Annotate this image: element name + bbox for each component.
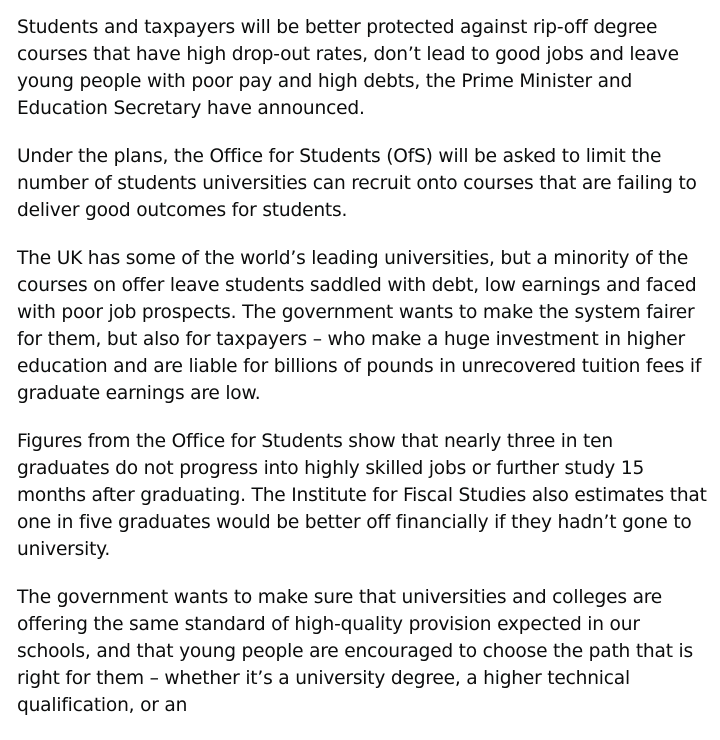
paragraph-4: Figures from the Office for Students show that nearly three in ten graduates do not progress into highly skilled jobs or further study 15 months after graduating. The Institute for Fiscal Studies also estimates that one in five graduates would be better off financially if they hadn’t gone to university. bbox=[17, 431, 707, 560]
article-body bbox=[17, 14, 707, 740]
paragraph-2: Under the plans, the Office for Students (OfS) will be asked to limit the number of students universities can recruit onto courses that are failing to deliver good outcomes for students. bbox=[17, 146, 697, 221]
paragraph-5: The government wants to make sure that universities and colleges are offering the same standard of high-quality provision expected in our schools, and that young people are encouraged to choose the path that is right for them – whether it’s a university degree, a higher technical qualification, or an bbox=[17, 587, 693, 716]
paragraph-1: Students and taxpayers will be better protected against rip-off degree courses that have high drop-out rates, don’t lead to good jobs and leave young people with poor pay and high debts, the Prime Minister and Education Secretary have announced. bbox=[17, 17, 679, 119]
paragraph-3: The UK has some of the world’s leading universities, but a minority of the courses on offer leave students saddled with debt, low earnings and faced with poor job prospects. The government wants to make the system fairer for them, but also for taxpayers – who make a huge investment in higher education and are liable for billions of pounds in unrecovered tuition fees if graduate earnings are low. bbox=[17, 248, 702, 404]
